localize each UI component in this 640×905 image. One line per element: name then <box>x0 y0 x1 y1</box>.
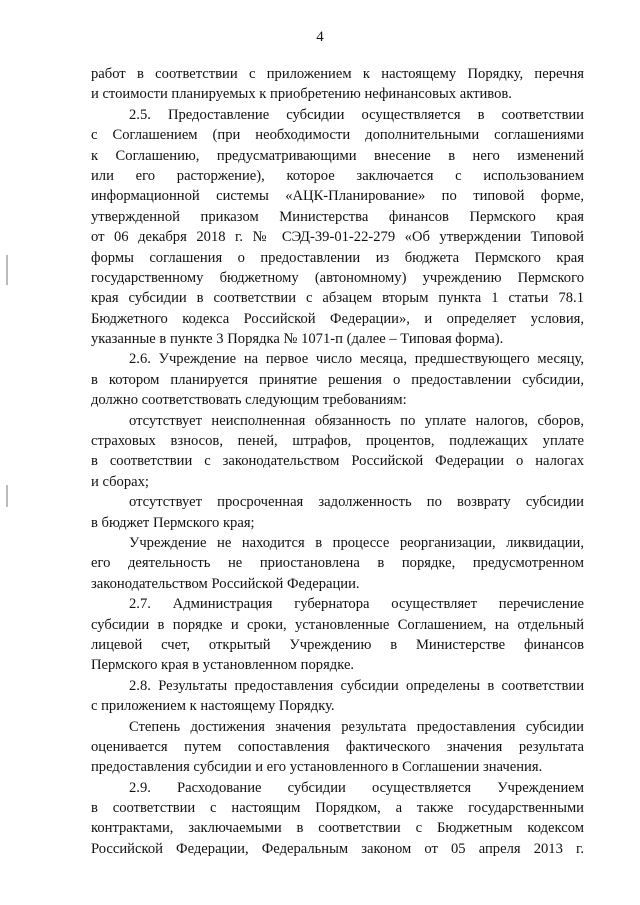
text-line: 2.9. Расходование субсидии осуществляется Учреждением <box>129 779 584 796</box>
text-line: и стоимости планируемых к приобретению нефинансовых активов. <box>91 86 512 103</box>
text-line: страховых взносов, пеней, штрафов, процентов, подлежащих уплате <box>91 433 584 450</box>
text-line: в соответствии с настоящим Порядком, а также государственными <box>91 800 584 817</box>
text-line: Учреждение не находится в процессе реорганизации, ликвидации, <box>129 534 584 551</box>
text-line: к Соглашению, предусматривающими внесение в него изменений <box>91 147 584 164</box>
text-line: Бюджетного кодекса Российской Федерации», и определяет условия, <box>91 310 584 327</box>
text-line: в бюджет Пермского края; <box>91 514 255 531</box>
text-line: 2.6. Учреждение на первое число месяца, предшествующего месяцу, <box>129 351 584 368</box>
text-line: указанные в пункте 3 Порядка № 1071-п (далее – Типовая форма). <box>91 331 504 348</box>
text-line: работ в соответствии с приложением к настоящему Порядку, перечня <box>91 66 584 82</box>
text-line: информационной системы «АЦК-Планирование» по типовой форме, <box>91 188 584 205</box>
text-line: отсутствует просроченная задолженность по возврату субсидии <box>129 494 584 511</box>
scan-edge-mark <box>6 255 8 285</box>
text-line: с Соглашением (при необходимости дополнительными соглашениями <box>91 127 584 144</box>
text-line: лицевой счет, открытый Учреждению в Министерстве финансов <box>91 636 584 653</box>
text-line: в соответствии с законодательством Российской Федерации о налогах <box>91 453 584 470</box>
text-line: формы соглашения о предоставлении из бюджета Пермского края <box>91 249 584 266</box>
text-line: 2.5. Предоставление субсидии осуществляется в соответствии <box>129 106 584 123</box>
text-line: и сборах; <box>91 473 149 490</box>
text-line: оценивается путем сопоставления фактического значения результата <box>91 738 584 755</box>
text-line: Пермского края в установленном порядке. <box>91 657 355 674</box>
text-line: его деятельность не приостановлена в порядке, предусмотренном <box>91 555 584 572</box>
text-line: 2.8. Результаты предоставления субсидии определены в соответствии <box>129 677 584 694</box>
text-line: предоставления субсидии и его установленного в Соглашении значения. <box>91 759 543 776</box>
text-line: законодательством Российской Федерации. <box>91 575 360 592</box>
text-line: от 06 декабря 2018 г. № СЭД-39-01-22-279 «Об утверждении Типовой <box>91 229 584 246</box>
text-line: с приложением к настоящему Порядку. <box>91 698 335 715</box>
text-line: должно соответствовать следующим требованиям: <box>91 392 407 409</box>
text-line: отсутствует неисполненная обязанность по уплате налогов, сборов, <box>129 412 584 429</box>
text-line: или его расторжение), которое заключается с использованием <box>91 167 584 184</box>
scan-edge-mark <box>6 485 8 507</box>
text-line: в котором планируется принятие решения о предоставлении субсидии, <box>91 371 584 388</box>
text-line: субсидии в порядке и сроки, установленные Соглашением, на отдельный <box>91 616 584 633</box>
text-line: Российской Федерации, Федеральным законом от 05 апреля 2013 г. <box>91 840 584 857</box>
page-number: 4 <box>316 29 324 45</box>
text-line: утвержденной приказом Министерства финансов Пермского края <box>91 208 584 225</box>
text-line: Степень достижения значения результата предоставления субсидии <box>129 718 584 735</box>
text-line: государственному бюджетному (автономному) учреждению Пермского <box>91 269 584 286</box>
text-line: края субсидии в соответствии с абзацем вторым пункта 1 статьи 78.1 <box>91 290 584 307</box>
document-body <box>91 64 584 859</box>
text-line: 2.7. Администрация губернатора осуществляет перечисление <box>129 596 584 613</box>
text-line: контрактами, заключаемыми в соответствии с Бюджетным кодексом <box>91 820 584 837</box>
